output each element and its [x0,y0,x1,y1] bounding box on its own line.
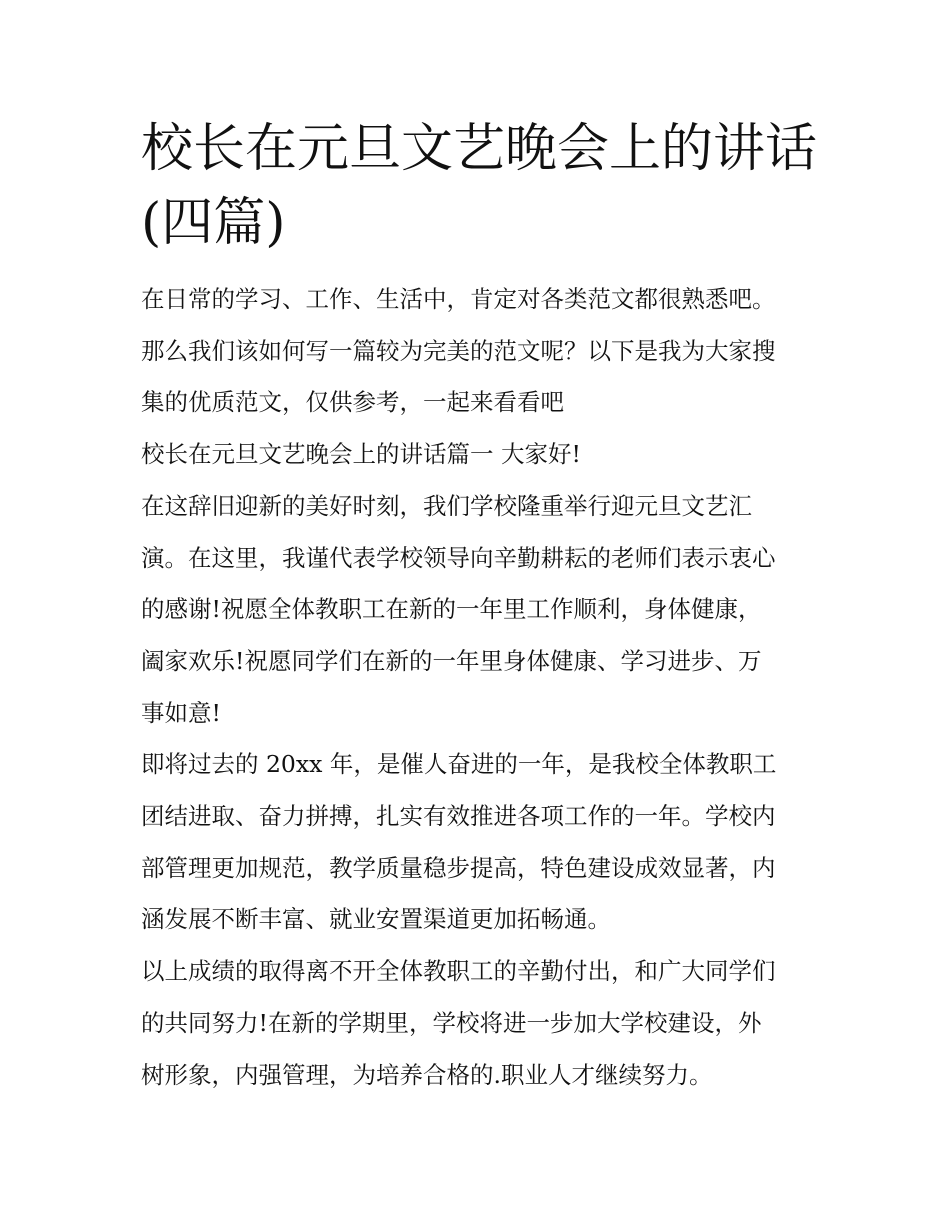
body-line: 团结进取、奋力拼搏，扎实有效推进各项工作的一年。学校内 [141,802,776,831]
body-line: 校长在元旦文艺晚会上的讲话篇一 大家好! [141,440,581,469]
body-line: 的感谢!祝愿全体教职工在新的一年里工作顺利，身体健康， [141,595,762,624]
body-line: 阖家欢乐!祝愿同学们在新的一年里身体健康、学习进步、万 [141,646,762,675]
body-line: 树形象，内强管理，为培养合格的.职业人才继续努力。 [141,1060,713,1089]
title-line: 校长在元旦文艺晚会上的讲话 [141,119,818,179]
body-line: 以上成绩的取得离不开全体教职工的辛勤付出，和广大同学们 [141,957,776,986]
body-line: 的共同努力!在新的学期里，学校将进一步加大学校建设，外 [141,1008,762,1037]
body-line: 在日常的学习、工作、生活中，肯定对各类范文都很熟悉吧。 [141,285,776,313]
body-line: 演。在这里，我谨代表学校领导向辛勤耕耘的老师们表示衷心 [141,543,776,572]
title-line: (四篇) [141,193,286,253]
body-line: 那么我们该如何写一篇较为完美的范文呢？以下是我为大家搜 [141,336,776,365]
body-line: 集的优质范文，仅供参考，一起来看看吧 [141,388,564,417]
document-content [141,112,821,1101]
document-body [141,274,821,1101]
body-line: 在这辞旧迎新的美好时刻，我们学校隆重举行迎元旦文艺汇 [141,491,752,520]
body-line: 即将过去的 20xx 年，是催人奋进的一年，是我校全体教职工 [141,750,777,779]
body-line: 涵发展不断丰富、就业安置渠道更加拓畅通。 [141,905,611,934]
body-line: 事如意! [141,698,221,727]
document-title [141,112,821,260]
body-line: 部管理更加规范，教学质量稳步提高，特色建设成效显著，内 [141,853,776,882]
